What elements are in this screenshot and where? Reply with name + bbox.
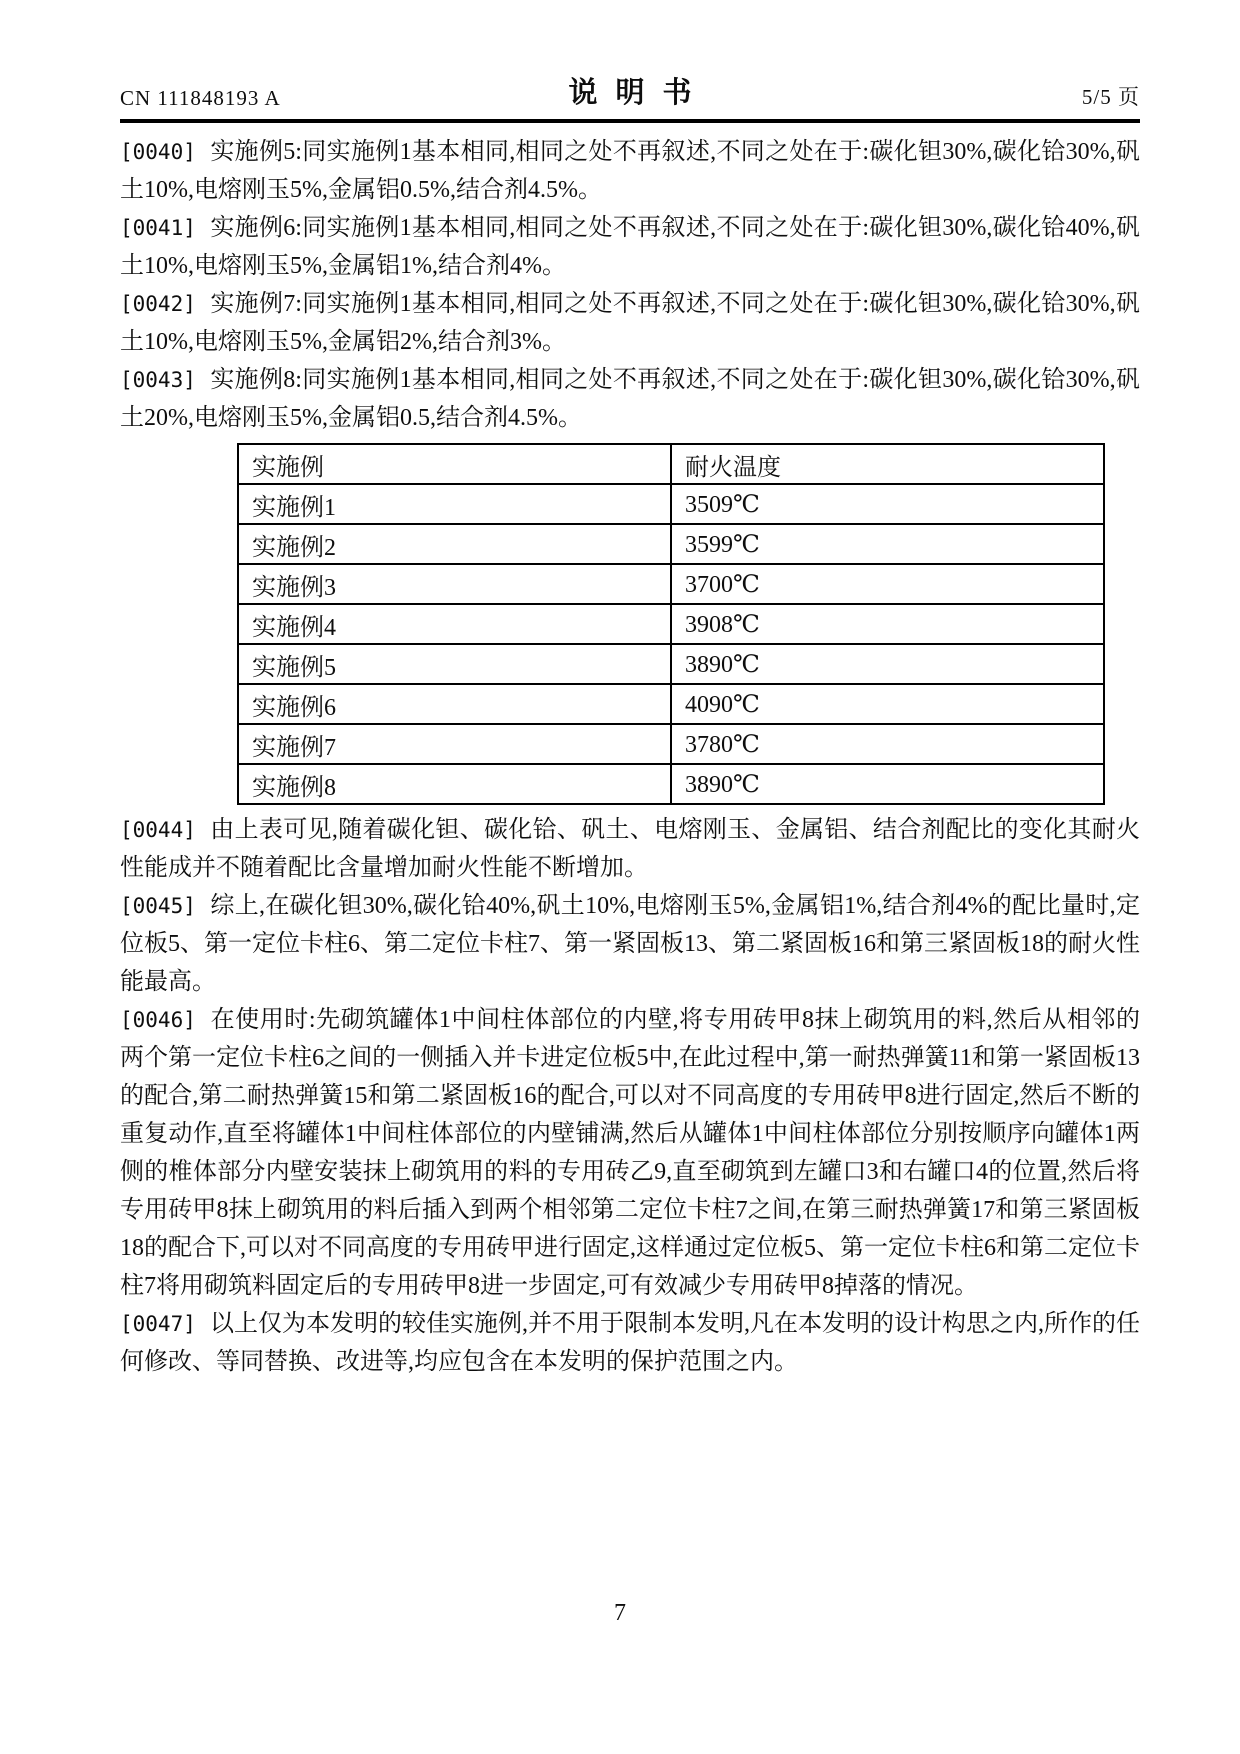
paragraph-text: 实施例8:同实施例1基本相同,相同之处不再叙述,不同之处在于:碳化钽30%,碳化铪30%,矾土20%,电熔刚玉5%,金属铝0.5,结合剂4.5%。	[120, 367, 1140, 431]
table-cell-temperature: 3780℃	[671, 724, 1104, 764]
refractory-temperature-table	[237, 443, 1105, 805]
table-cell-example: 实施例8	[238, 764, 671, 804]
table-cell-example: 实施例4	[238, 604, 671, 644]
paragraph-0043	[120, 361, 1140, 437]
paragraph-tag: [0040]	[120, 140, 196, 164]
patent-number: CN 111848193 A	[120, 86, 281, 110]
paragraph-text: 实施例7:同实施例1基本相同,相同之处不再叙述,不同之处在于:碳化钽30%,碳化铪30%,矾土10%,电熔刚玉5%,金属铝2%,结合剂3%。	[120, 291, 1140, 355]
paragraph-0045	[120, 887, 1140, 1001]
table-row	[238, 724, 1104, 764]
paragraph-text: 由上表可见,随着碳化钽、碳化铪、矾土、电熔刚玉、金属铝、结合剂配比的变化其耐火性能成并不随着配比含量增加耐火性能不断增加。	[120, 817, 1140, 881]
table-row	[238, 524, 1104, 564]
table-cell-temperature: 4090℃	[671, 684, 1104, 724]
table-header-row	[238, 444, 1104, 484]
paragraph-tag: [0045]	[120, 894, 196, 918]
paragraph-tag: [0042]	[120, 292, 196, 316]
paragraph-tag: [0046]	[120, 1008, 196, 1032]
paragraph-text: 在使用时:先砌筑罐体1中间柱体部位的内壁,将专用砖甲8抹上砌筑用的料,然后从相邻的两个第一定位卡柱6之间的一侧插入并卡进定位板5中,在此过程中,第一耐热弹簧11和第一紧固板13的配合,第二耐热弹簧15和第二紧固板16的配合,可以对不同高度的专用砖甲8进行固定,然后不断的重复动作,直至将罐体1中间柱体部位的内壁铺满,然后从罐体1中间柱体部位分别按顺序向罐体1两侧的椎体部分内壁安装抹上砌筑用的料的专用砖乙9,直至砌筑到左罐口3和右罐口4的位置,然后将专用砖甲8抹上砌筑用的料后插入到两个相邻第二定位卡柱7之间,在第三耐热弹簧17和第三紧固板18的配合下,可以对不同高度的专用砖甲进行固定,这样通过定位板5、第一定位卡柱6和第二定位卡柱7将用砌筑料固定后的专用砖甲8进一步固定,可有效减少专用砖甲8掉落的情况。	[120, 1007, 1140, 1299]
paragraph-0047	[120, 1305, 1140, 1381]
table-cell-temperature: 3700℃	[671, 564, 1104, 604]
paragraph-text: 实施例5:同实施例1基本相同,相同之处不再叙述,不同之处在于:碳化钽30%,碳化铪30%,矾土10%,电熔刚玉5%,金属铝0.5%,结合剂4.5%。	[120, 139, 1140, 203]
paragraph-0041	[120, 209, 1140, 285]
page-header	[120, 70, 1140, 111]
paragraph-0046	[120, 1001, 1140, 1305]
table-cell-example: 实施例2	[238, 524, 671, 564]
paragraph-tag: [0047]	[120, 1312, 196, 1336]
table-row	[238, 644, 1104, 684]
table-row	[238, 764, 1104, 804]
paragraph-text: 以上仅为本发明的较佳实施例,并不用于限制本发明,凡在本发明的设计构思之内,所作的任何修改、等同替换、改进等,均应包含在本发明的保护范围之内。	[120, 1311, 1140, 1375]
paragraph-text: 综上,在碳化钽30%,碳化铪40%,矾土10%,电熔刚玉5%,金属铝1%,结合剂4%的配比量时,定位板5、第一定位卡柱6、第二定位卡柱7、第一紧固板13、第二紧固板16和第三紧固板18的耐火性能最高。	[120, 893, 1140, 995]
table-cell-example: 实施例6	[238, 684, 671, 724]
table-cell-temperature: 3890℃	[671, 764, 1104, 804]
header-rule	[120, 119, 1140, 123]
paragraph-0040	[120, 133, 1140, 209]
table-cell-example: 实施例5	[238, 644, 671, 684]
paragraph-tag: [0043]	[120, 368, 196, 392]
paragraph-text: 实施例6:同实施例1基本相同,相同之处不再叙述,不同之处在于:碳化钽30%,碳化铪40%,矾土10%,电熔刚玉5%,金属铝1%,结合剂4%。	[120, 215, 1140, 279]
table-cell-temperature: 3509℃	[671, 484, 1104, 524]
table-row	[238, 684, 1104, 724]
page-footer	[0, 1600, 1240, 1627]
table-row	[238, 604, 1104, 644]
paragraph-0044	[120, 811, 1140, 887]
table-row	[238, 484, 1104, 524]
paragraph-tag: [0041]	[120, 216, 196, 240]
table-header-cell-temperature: 耐火温度	[671, 444, 1104, 484]
document-title: 说明书	[568, 77, 710, 109]
page-number: 7	[614, 1600, 626, 1626]
paragraph-tag: [0044]	[120, 818, 196, 842]
table-cell-temperature: 3908℃	[671, 604, 1104, 644]
table-header-cell-example: 实施例	[238, 444, 671, 484]
table-cell-example: 实施例3	[238, 564, 671, 604]
page-content	[120, 70, 1140, 1381]
table-cell-example: 实施例7	[238, 724, 671, 764]
table-row	[238, 564, 1104, 604]
table-cell-temperature: 3599℃	[671, 524, 1104, 564]
paragraph-0042	[120, 285, 1140, 361]
table-cell-example: 实施例1	[238, 484, 671, 524]
page-indicator: 5/5 页	[1081, 85, 1141, 109]
description-body	[120, 133, 1140, 1381]
table-cell-temperature: 3890℃	[671, 644, 1104, 684]
